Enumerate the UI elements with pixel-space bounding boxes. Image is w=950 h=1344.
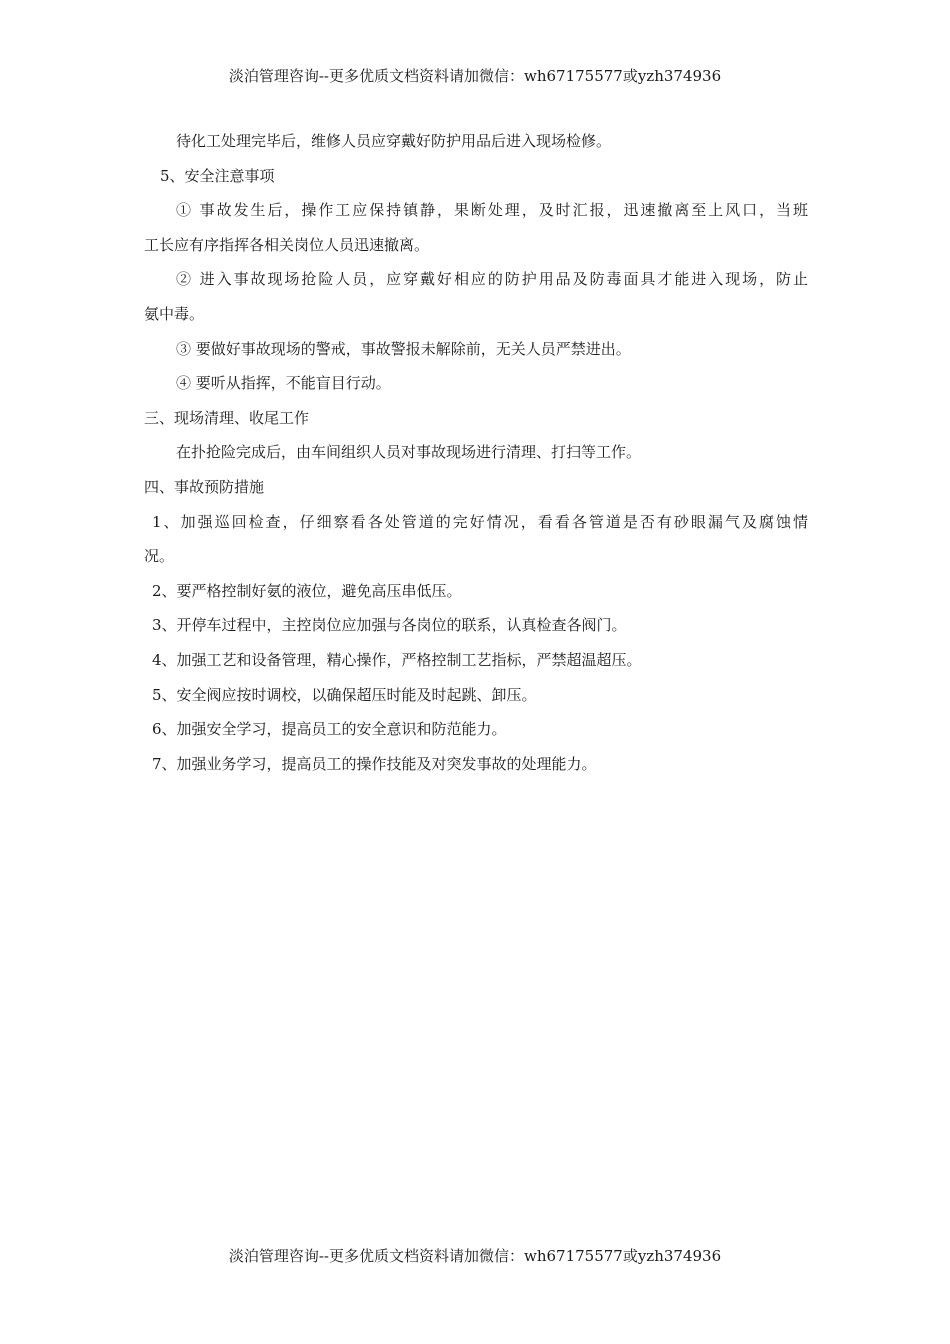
paragraph-line: ② 进入事故现场抢险人员，应穿戴好相应的防护用品及防毒面具才能进入现场，防止 bbox=[176, 270, 808, 289]
list-item: 2、要严格控制好氨的液位，避免高压串低压。 bbox=[152, 581, 462, 600]
paragraph-line: 工长应有序指挥各相关岗位人员迅速撤离。 bbox=[144, 235, 430, 254]
paragraph-line: ① 事故发生后，操作工应保持镇静，果断处理，及时汇报，迅速撤离至上风口，当班 bbox=[176, 201, 808, 220]
paragraph-line: 氨中毒。 bbox=[144, 304, 205, 323]
list-item: 7、加强业务学习，提高员工的操作技能及对突发事故的处理能力。 bbox=[152, 754, 597, 773]
section-heading: 四、事故预防措施 bbox=[144, 477, 265, 496]
paragraph-line: 待化工处理完毕后，维修人员应穿戴好防护用品后进入现场检修。 bbox=[176, 132, 612, 150]
paragraph-line: 在扑抢险完成后，由车间组织人员对事故现场进行清理、打扫等工作。 bbox=[176, 443, 642, 462]
list-item: 3、开停车过程中，主控岗位应加强与各岗位的联系，认真检查各阀门。 bbox=[152, 616, 627, 635]
paragraph-line: ③ 要做好事故现场的警戒，事故警报未解除前，无关人员严禁进出。 bbox=[176, 339, 631, 358]
list-item: 4、加强工艺和设备管理，精心操作，严格控制工艺指标，严禁超温超压。 bbox=[152, 650, 642, 669]
section-heading: 5、安全注意事项 bbox=[160, 166, 275, 185]
page-header: 淡泊管理咨询--更多优质文档资料请加微信：wh67175577或yzh374936 bbox=[228, 67, 722, 85]
page-footer: 淡泊管理咨询--更多优质文档资料请加微信：wh67175577或yzh374936 bbox=[228, 1247, 722, 1265]
list-item-continuation: 况。 bbox=[144, 547, 175, 566]
section-heading: 三、现场清理、收尾工作 bbox=[144, 408, 310, 427]
paragraph-line: ④ 要听从指挥，不能盲目行动。 bbox=[176, 374, 391, 393]
list-item: 5、安全阀应按时调校，以确保超压时能及时起跳、卸压。 bbox=[152, 685, 537, 704]
document-body bbox=[144, 124, 808, 781]
list-item: 1、加强巡回检查，仔细察看各处管道的完好情况，看看各管道是否有砂眼漏气及腐蚀情 bbox=[152, 512, 808, 531]
list-item: 6、加强安全学习，提高员工的安全意识和防范能力。 bbox=[152, 720, 507, 739]
